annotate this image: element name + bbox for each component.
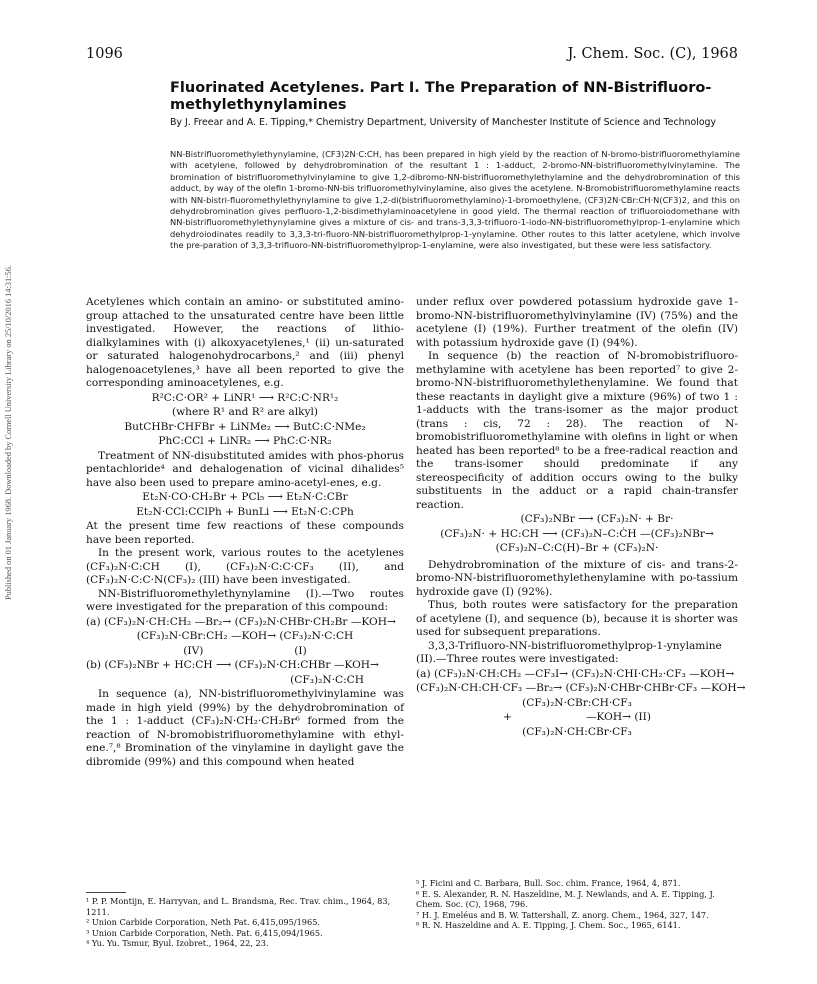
reaction-route-a: (CF₃)₂N·CBr:CH₂ —KOH→ (CF₃)₂N·C:CH bbox=[136, 630, 354, 642]
footnotes-right bbox=[416, 878, 738, 931]
reaction-route-a: (CF₃)₂N·CBr:CH·CF₃ bbox=[522, 696, 632, 709]
body-paragraph: Dehydrobromination of the mixture of cis- and trans-2-bromo-NN-bistrifluoromethylethenylamine with po-tassium hydroxide gave (I) (92%). bbox=[416, 558, 738, 598]
equation: ButCHBr·CHFBr + LiNMe₂ ⟶ ButC:C·NMe₂ bbox=[124, 420, 366, 433]
abstract: NN-Bistrifluoromethylethynylamine, (CF3)2N·C:CH, has been prepared in high yield by the reaction of N-bromo-bistrifluoromethylamine with acetylene, followed by dehydrobromination of the resultant 1 : 1-adduct, 2-bromo-NN-bistrifluoromethylvinylamine. The bromination of bistrifluoromethylvinylamine to give 1,2-dibromo-NN-bistrifluoromethylethylamine and the dehydrobromination of this adduct, by way of the olefin 1-bromo-NN-bis trifluoromethylvinylamine, also gives the acetylene. N-Bromobistrifluoromethylamine reacts with NN-bistri-fluoromethylethynylamine to give 1,2-di(bistrifluoromethylamino)-1-bromoethylene, (CF3)2N·CBr:CH·N(CF3)2, and this on dehydrobromination gives perfluoro-1,2-bisdimethylaminoacetylene in good yield. The thermal reaction of trifluoroiodomethane with NN-bistrifluoromethylethynylamine gives a mixture of cis- and trans-3,3,3-trifluoro-1-iodo-NN-bistrifluoromethylprop-1-enylamine which dehydroiodinates readily to 3,3,3-tri-fluoro-NN-bistrifluoromethylprop-1-ynylamine. Other routes to this latter acetylene, which involve the pre-paration of 3,3,3-trifluoro-NN-bistrifluoromethylprop-1-enylamine, were also investigated, but these were less satisfactory. bbox=[170, 149, 740, 251]
right-column bbox=[416, 296, 746, 740]
watermark-text: Published on 01 January 1968. Downloaded by Cornell University Library on 25/10/2016 14:31:56. bbox=[4, 265, 13, 600]
footnote: ⁴ Yu. Yu. Tsmur, Byul. Izobret., 1964, 22, 23. bbox=[86, 938, 269, 949]
body-paragraph: In sequence (a), NN-bistrifluoromethylvinylamine was made in high yield (99%) by the dehydrobromination of the 1 : 1-adduct (CF₃)₂N·CH₂·CH₂Br⁶ formed from the reaction of N-bromobistrifluoromethylamine with ethyl-ene.⁷,⁸ Bromination of the vinylamine in daylight gave the dibromide (99%) and this compound when heated bbox=[86, 688, 404, 768]
page-number: 1096 bbox=[86, 46, 123, 62]
reaction-route-b: (CF₃)₂N·C:CH bbox=[290, 673, 364, 686]
radical-scheme: (CF₃)₂NBr ⟶ (CF₃)₂N· + Br· bbox=[520, 513, 674, 525]
equation: Et₂N·CO·CH₂Br + PCl₅ ⟶ Et₂N·C:CBr bbox=[142, 491, 348, 503]
author-line: By J. Freear and A. E. Tipping,* Chemistry Department, University of Manchester Institute of Science and Technology bbox=[170, 117, 717, 128]
radical-scheme: (CF₃)₂N· + HC:CH ⟶ (CF₃)₂N–C:ĊH —(CF₃)₂NBr→ bbox=[440, 527, 714, 540]
reaction-route-a: (CF₃)₂N·CH:CBr·CF₃ bbox=[522, 725, 632, 738]
left-column bbox=[86, 296, 404, 769]
download-watermark bbox=[4, 120, 18, 600]
reaction-route-a: (a) (CF₃)₂N·CH:CH₂ —Br₂→ (CF₃)₂N·CHBr·CH₂Br —KOH→ bbox=[86, 615, 396, 628]
equation-note: (where R¹ and R² are alkyl) bbox=[171, 406, 319, 418]
footnote: ¹ P. P. Montijn, E. Harryvan, and L. Brandsma, Rec. Trav. chim., 1964, 83, 1211. bbox=[86, 896, 391, 917]
footnote: ⁷ H. J. Emeléus and B. W. Tattershall, Z. anorg. Chem., 1964, 327, 147. bbox=[416, 909, 709, 920]
body-paragraph: In sequence (b) the reaction of N-bromobistrifluoro-methylamine with acetylene has been reported⁷ to give 2-bromo-NN-bistrifluoromethylethenylamine. We found that these reactants in daylight give a mixture (96%) of two 1 : 1-adducts with the trans-isomer as the major product (trans : cis, 72 : 28). The reaction of N-bromobistrifluoromethylamine with olefins in light or when heated has been reported⁸ to be a free-radical reaction and the trans-isomer should predominate if any stereospecificity of addition occurs owing to the bulky substituents in the adduct or a rapid chain-transfer reaction. bbox=[416, 350, 738, 511]
footnote: ² Union Carbide Corporation, Neth Pat. 6,415,095/1965. bbox=[86, 917, 321, 928]
journal-citation: J. Chem. Soc. (C), 1968 bbox=[567, 46, 738, 62]
footnote-rule bbox=[86, 892, 126, 893]
body-paragraph: Acetylenes which contain an amino- or substituted amino-group attached to the unsaturated centre have been little investigated. However, the reactions of lithio-dialkylamines with (i) alkoxyacetylenes,¹ (ii) un-saturated or saturated halogenohydrocarbons,² and (iii) phenyl halogenoacetylenes,³ have all been reported to give the corresponding aminoacetylenes, e.g. bbox=[86, 296, 404, 389]
reaction-route-a: + —KOH→ (II) bbox=[503, 711, 651, 723]
body-paragraph: Thus, both routes were satisfactory for the preparation of acetylene (I), and sequence (b), because it is shorter was used for subsequent preparations. bbox=[416, 599, 738, 638]
compound-labels: (IV) (I) bbox=[183, 644, 307, 657]
reaction-route-b: (b) (CF₃)₂NBr + HC:CH ⟶ (CF₃)₂N·CH:CHBr —KOH→ bbox=[86, 659, 379, 671]
footnote: ⁸ R. N. Haszeldine and A. E. Tipping, J. Chem. Soc., 1965, 6141. bbox=[416, 920, 681, 931]
article-title: Fluorinated Acetylenes. Part I. The Preparation of NN-Bistrifluoro-methylethynylamines bbox=[170, 80, 712, 113]
running-header bbox=[86, 46, 738, 64]
equation: Et₂N·CCl:CClPh + BunLi ⟶ Et₂N·C:CPh bbox=[136, 505, 354, 518]
footnotes-left bbox=[86, 890, 404, 949]
reaction-route-a: (CF₃)₂N·CH:CH·CF₃ —Br₂→ (CF₃)₂N·CHBr·CHBr·CF₃ —KOH→ bbox=[416, 682, 746, 694]
footnote: ⁵ J. Ficini and C. Barbara, Bull. Soc. chim. France, 1964, 4, 871. bbox=[416, 878, 681, 888]
body-paragraph: under reflux over powdered potassium hydroxide gave 1-bromo-NN-bistrifluoromethylvinylamine (IV) (75%) and the acetylene (I) (19%). Further treatment of the olefin (IV) with potassium hydroxide gave (I) (94%). bbox=[416, 296, 738, 349]
footnote: ³ Union Carbide Corporation, Neth. Pat. 6,415,094/1965. bbox=[86, 927, 323, 938]
equation: R²C:C·OR² + LiNR¹ ⟶ R²C:C·NR¹₂ bbox=[151, 391, 339, 404]
body-paragraph: NN-Bistrifluoromethylethynylamine (I).—Two routes were investigated for the preparation of this compound: bbox=[86, 587, 404, 613]
radical-scheme: (CF₃)₂N–C:C(H)–Br + (CF₃)₂N· bbox=[495, 542, 659, 554]
section-heading: 3,3,3-Trifluoro-NN-bistrifluoromethylprop-1-ynylamine (II).—Three routes were investigated: bbox=[416, 639, 722, 665]
body-paragraph: At the present time few reactions of these compounds have been reported. bbox=[86, 520, 404, 546]
body-paragraph: In the present work, various routes to the acetylenes (CF₃)₂N·C:CH (I), (CF₃)₂N·C:C·CF₃ (II), and (CF₃)₂N·C:C·N(CF₃)₂ (III) have been investigated. bbox=[86, 547, 404, 586]
reaction-route-a: (a) (CF₃)₂N·CH:CH₂ —CF₃I→ (CF₃)₂N·CHI·CH₂·CF₃ —KOH→ bbox=[416, 667, 735, 680]
body-paragraph: Treatment of NN-disubstituted amides with phos-phorus pentachloride⁴ and dehalogenation of vicinal dihalides⁵ have also been used to prepare amino-acetyl-enes, e.g. bbox=[86, 449, 404, 489]
footnote: ⁶ E. S. Alexander, R. N. Haszeldine, M. J. Newlands, and A. E. Tipping, J. Chem. Soc. (C), 1968, 796. bbox=[416, 888, 715, 910]
equation: PhC:CCl + LiNR₂ ⟶ PhC:C·NR₂ bbox=[158, 435, 332, 447]
